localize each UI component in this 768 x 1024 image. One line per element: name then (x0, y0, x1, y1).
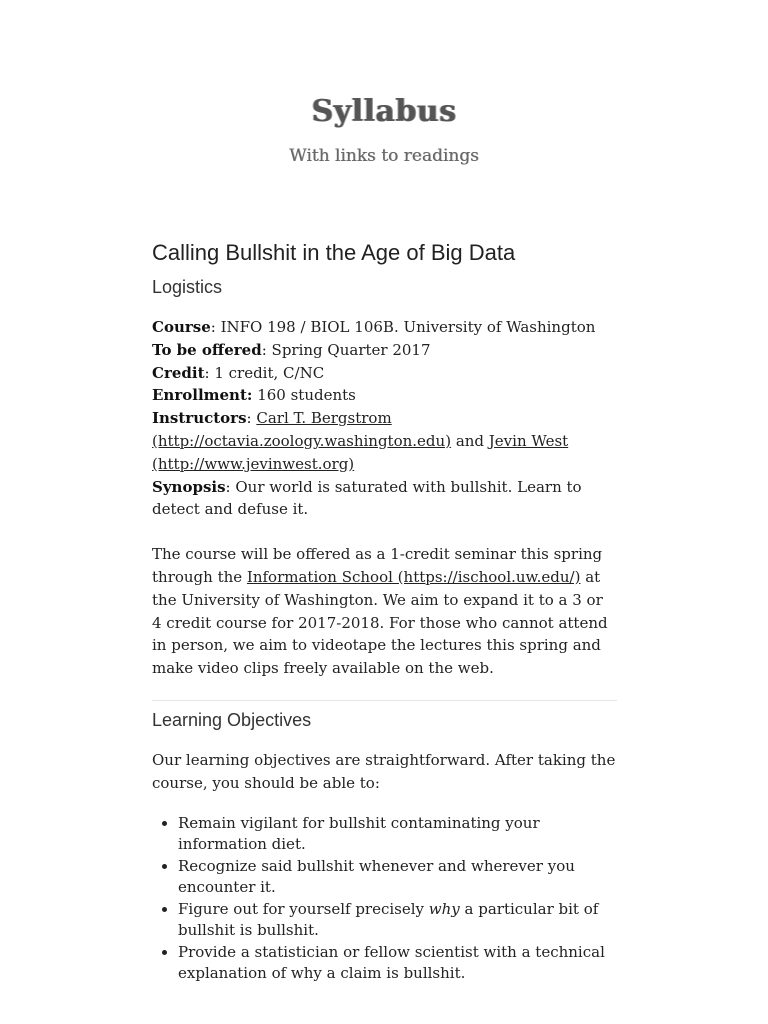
course-description (152, 543, 617, 680)
course-label: Course (152, 318, 211, 336)
logistics-heading: Logistics (152, 277, 223, 297)
instructors-label: Instructors (152, 409, 247, 428)
item3-emphasis: why (428, 899, 460, 918)
instructors-sep: : (246, 409, 257, 428)
objectives-list (152, 813, 617, 984)
page-subtitle: With links to readings (289, 146, 479, 166)
list-item: • Provide a statistician or fellow scientist with a technical explanation of why a claim is bullshit. (178, 942, 617, 984)
credit-label: Credit (152, 363, 205, 382)
credit-line (152, 362, 617, 385)
offered-value: : Spring Quarter 2017 (261, 340, 431, 359)
course-description-part1: The course will be offered as a 1-credit seminar this spring through the (152, 545, 603, 586)
list-item: • Remain vigilant for bullshit contaminating your information diet. (178, 813, 617, 855)
instructors-line (152, 407, 617, 475)
item3-before: Figure out for yourself precisely (178, 899, 429, 918)
page-title: Syllabus (311, 94, 457, 129)
post-content (152, 238, 617, 985)
course-value: : INFO 198 / BIOL 106B. University of Washington (210, 318, 596, 336)
offered-line (152, 339, 617, 362)
objectives-intro: Our learning objectives are straightforward. After taking the course, you should be able to: (152, 750, 616, 792)
enrollment-label: Enrollment: (152, 386, 253, 405)
page-header (0, 92, 768, 168)
list-item (178, 899, 617, 941)
course-line (152, 316, 617, 339)
credit-value: : 1 credit, C/NC (204, 363, 325, 382)
ischool-link[interactable]: Information School (https://ischool.uw.edu/) (246, 567, 581, 586)
synopsis-label: Synopsis (152, 477, 226, 496)
synopsis-line (152, 476, 617, 522)
objectives-heading: Learning Objectives (152, 709, 312, 730)
synopsis-value: : Our world is saturated with bullshit. Learn to detect and defuse it. (152, 477, 582, 519)
item3-after: a particular bit of bullshit is bullshit. (178, 899, 599, 939)
enrollment-value: 160 students (252, 386, 356, 405)
logistics-block (152, 316, 617, 521)
post-title: Calling Bullshit in the Age of Big Data (152, 240, 516, 265)
instructor-bergstrom-link[interactable]: Carl T. Bergstrom (http://octavia.zoology.washington.edu) (152, 409, 452, 450)
list-item: • Recognize said bullshit whenever and wherever you encounter it. (178, 856, 617, 898)
course-description-part2: at the University of Washington. We aim to expand it to a 3 or 4 credit course for 2017-2018. For those who cannot attend in person, we aim to videotape the lectures this spring and make video clips freely available on the web. (152, 567, 608, 678)
offered-label: To be offered (152, 340, 262, 359)
instructors-and: and (451, 431, 489, 450)
instructor-west-link[interactable]: Jevin West (http://www.jevinwest.org) (152, 431, 569, 473)
enrollment-line (152, 384, 617, 407)
section-divider (152, 700, 617, 701)
